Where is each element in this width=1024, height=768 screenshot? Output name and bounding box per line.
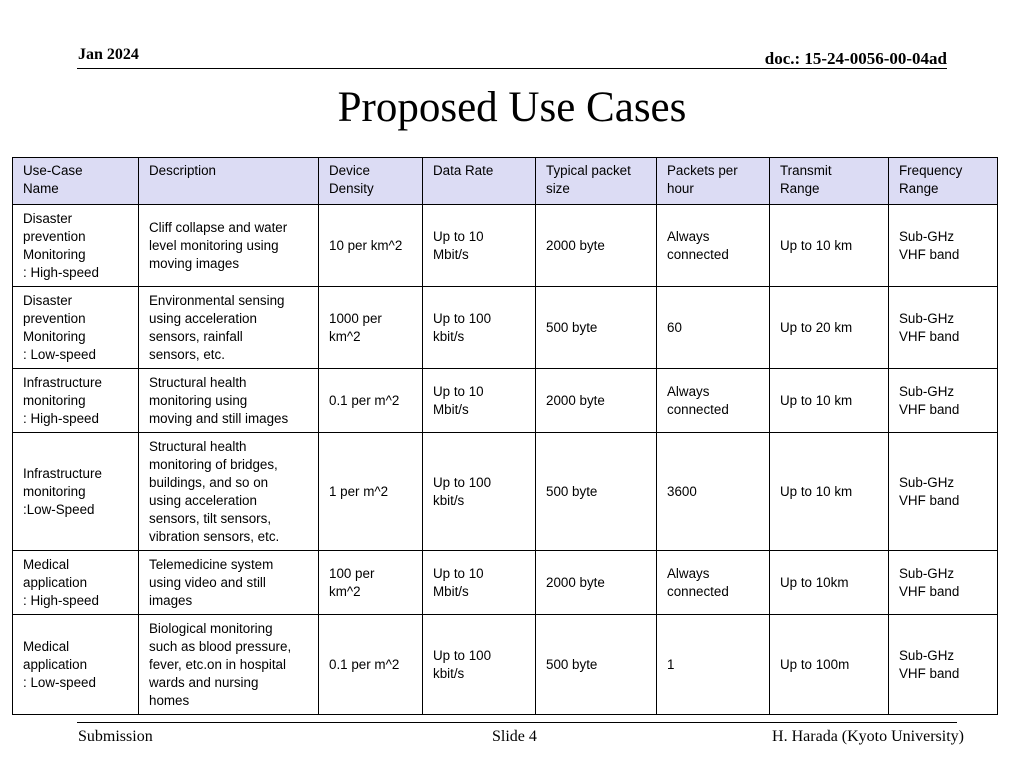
cell-transmit-range: Up to 10km (770, 551, 889, 615)
cell-data-rate: Up to 100 kbit/s (423, 433, 536, 551)
cell-device-density: 1000 per km^2 (319, 287, 423, 369)
cell-frequency-range: Sub-GHz VHF band (889, 369, 998, 433)
table-row (13, 551, 998, 615)
cell-use-case-name: Infrastructure monitoring :Low-Speed (13, 433, 139, 551)
cell-packets-per-hour: 3600 (657, 433, 770, 551)
cell-transmit-range: Up to 10 km (770, 369, 889, 433)
cell-device-density: 0.1 per m^2 (319, 369, 423, 433)
cell-packets-per-hour: Always connected (657, 369, 770, 433)
header-doc-id: doc.: 15-24-0056-00-04ad (764, 49, 947, 68)
cell-use-case-name: Infrastructure monitoring : High-speed (13, 369, 139, 433)
col-header-description: Description (139, 158, 319, 205)
cell-description: Cliff collapse and water level monitoring using moving images (139, 205, 319, 287)
cell-transmit-range: Up to 10 km (770, 205, 889, 287)
header-date: Jan 2024 (78, 46, 139, 63)
cell-frequency-range: Sub-GHz VHF band (889, 551, 998, 615)
cell-frequency-range: Sub-GHz VHF band (889, 287, 998, 369)
cell-device-density: 0.1 per m^2 (319, 615, 423, 715)
table-row (13, 369, 998, 433)
footer-divider (77, 722, 957, 723)
cell-device-density: 10 per km^2 (319, 205, 423, 287)
cell-frequency-range: Sub-GHz VHF band (889, 205, 998, 287)
header-divider (77, 68, 947, 69)
table-row (13, 205, 998, 287)
cell-packet-size: 500 byte (536, 287, 657, 369)
cell-data-rate: Up to 10 Mbit/s (423, 205, 536, 287)
cell-data-rate: Up to 10 Mbit/s (423, 551, 536, 615)
table-row (13, 287, 998, 369)
cell-packet-size: 2000 byte (536, 205, 657, 287)
cell-description: Telemedicine system using video and still images (139, 551, 319, 615)
col-header-use-case-name: Use-Case Name (13, 158, 139, 205)
cell-data-rate: Up to 10 Mbit/s (423, 369, 536, 433)
cell-packets-per-hour: 1 (657, 615, 770, 715)
cell-transmit-range: Up to 100m (770, 615, 889, 715)
slide-title: Proposed Use Cases (337, 84, 687, 131)
cell-transmit-range: Up to 10 km (770, 433, 889, 551)
cell-description: Environmental sensing using acceleration sensors, rainfall sensors, etc. (139, 287, 319, 369)
table-row (13, 433, 998, 551)
footer-author: H. Harada (Kyoto University) (772, 728, 964, 745)
col-header-transmit-range: Transmit Range (770, 158, 889, 205)
cell-frequency-range: Sub-GHz VHF band (889, 433, 998, 551)
cell-packets-per-hour: Always connected (657, 551, 770, 615)
cell-packet-size: 500 byte (536, 433, 657, 551)
cell-packet-size: 500 byte (536, 615, 657, 715)
cell-transmit-range: Up to 20 km (770, 287, 889, 369)
cell-packets-per-hour: Always connected (657, 205, 770, 287)
cell-description: Structural health monitoring using moving and still images (139, 369, 319, 433)
table-header-row (13, 158, 998, 205)
cell-use-case-name: Disaster prevention Monitoring : High-speed (13, 205, 139, 287)
cell-device-density: 100 per km^2 (319, 551, 423, 615)
cell-description: Biological monitoring such as blood pressure, fever, etc.on in hospital wards and nursing homes (139, 615, 319, 715)
col-header-packets-per-hour: Packets per hour (657, 158, 770, 205)
cell-packet-size: 2000 byte (536, 551, 657, 615)
cell-packets-per-hour: 60 (657, 287, 770, 369)
cell-use-case-name: Medical application : High-speed (13, 551, 139, 615)
cell-description: Structural health monitoring of bridges, buildings, and so on using acceleration sensors, tilt sensors, vibration sensors, etc. (139, 433, 319, 551)
use-cases-table (12, 157, 998, 715)
col-header-data-rate: Data Rate (423, 158, 536, 205)
cell-packet-size: 2000 byte (536, 369, 657, 433)
cell-use-case-name: Medical application : Low-speed (13, 615, 139, 715)
cell-data-rate: Up to 100 kbit/s (423, 615, 536, 715)
col-header-device-density: Device Density (319, 158, 423, 205)
footer-submission: Submission (78, 728, 153, 745)
cell-frequency-range: Sub-GHz VHF band (889, 615, 998, 715)
col-header-packet-size: Typical packet size (536, 158, 657, 205)
table-row (13, 615, 998, 715)
col-header-frequency-range: Frequency Range (889, 158, 998, 205)
footer-slide-number: Slide 4 (492, 728, 537, 745)
cell-use-case-name: Disaster prevention Monitoring : Low-speed (13, 287, 139, 369)
cell-device-density: 1 per m^2 (319, 433, 423, 551)
cell-data-rate: Up to 100 kbit/s (423, 287, 536, 369)
